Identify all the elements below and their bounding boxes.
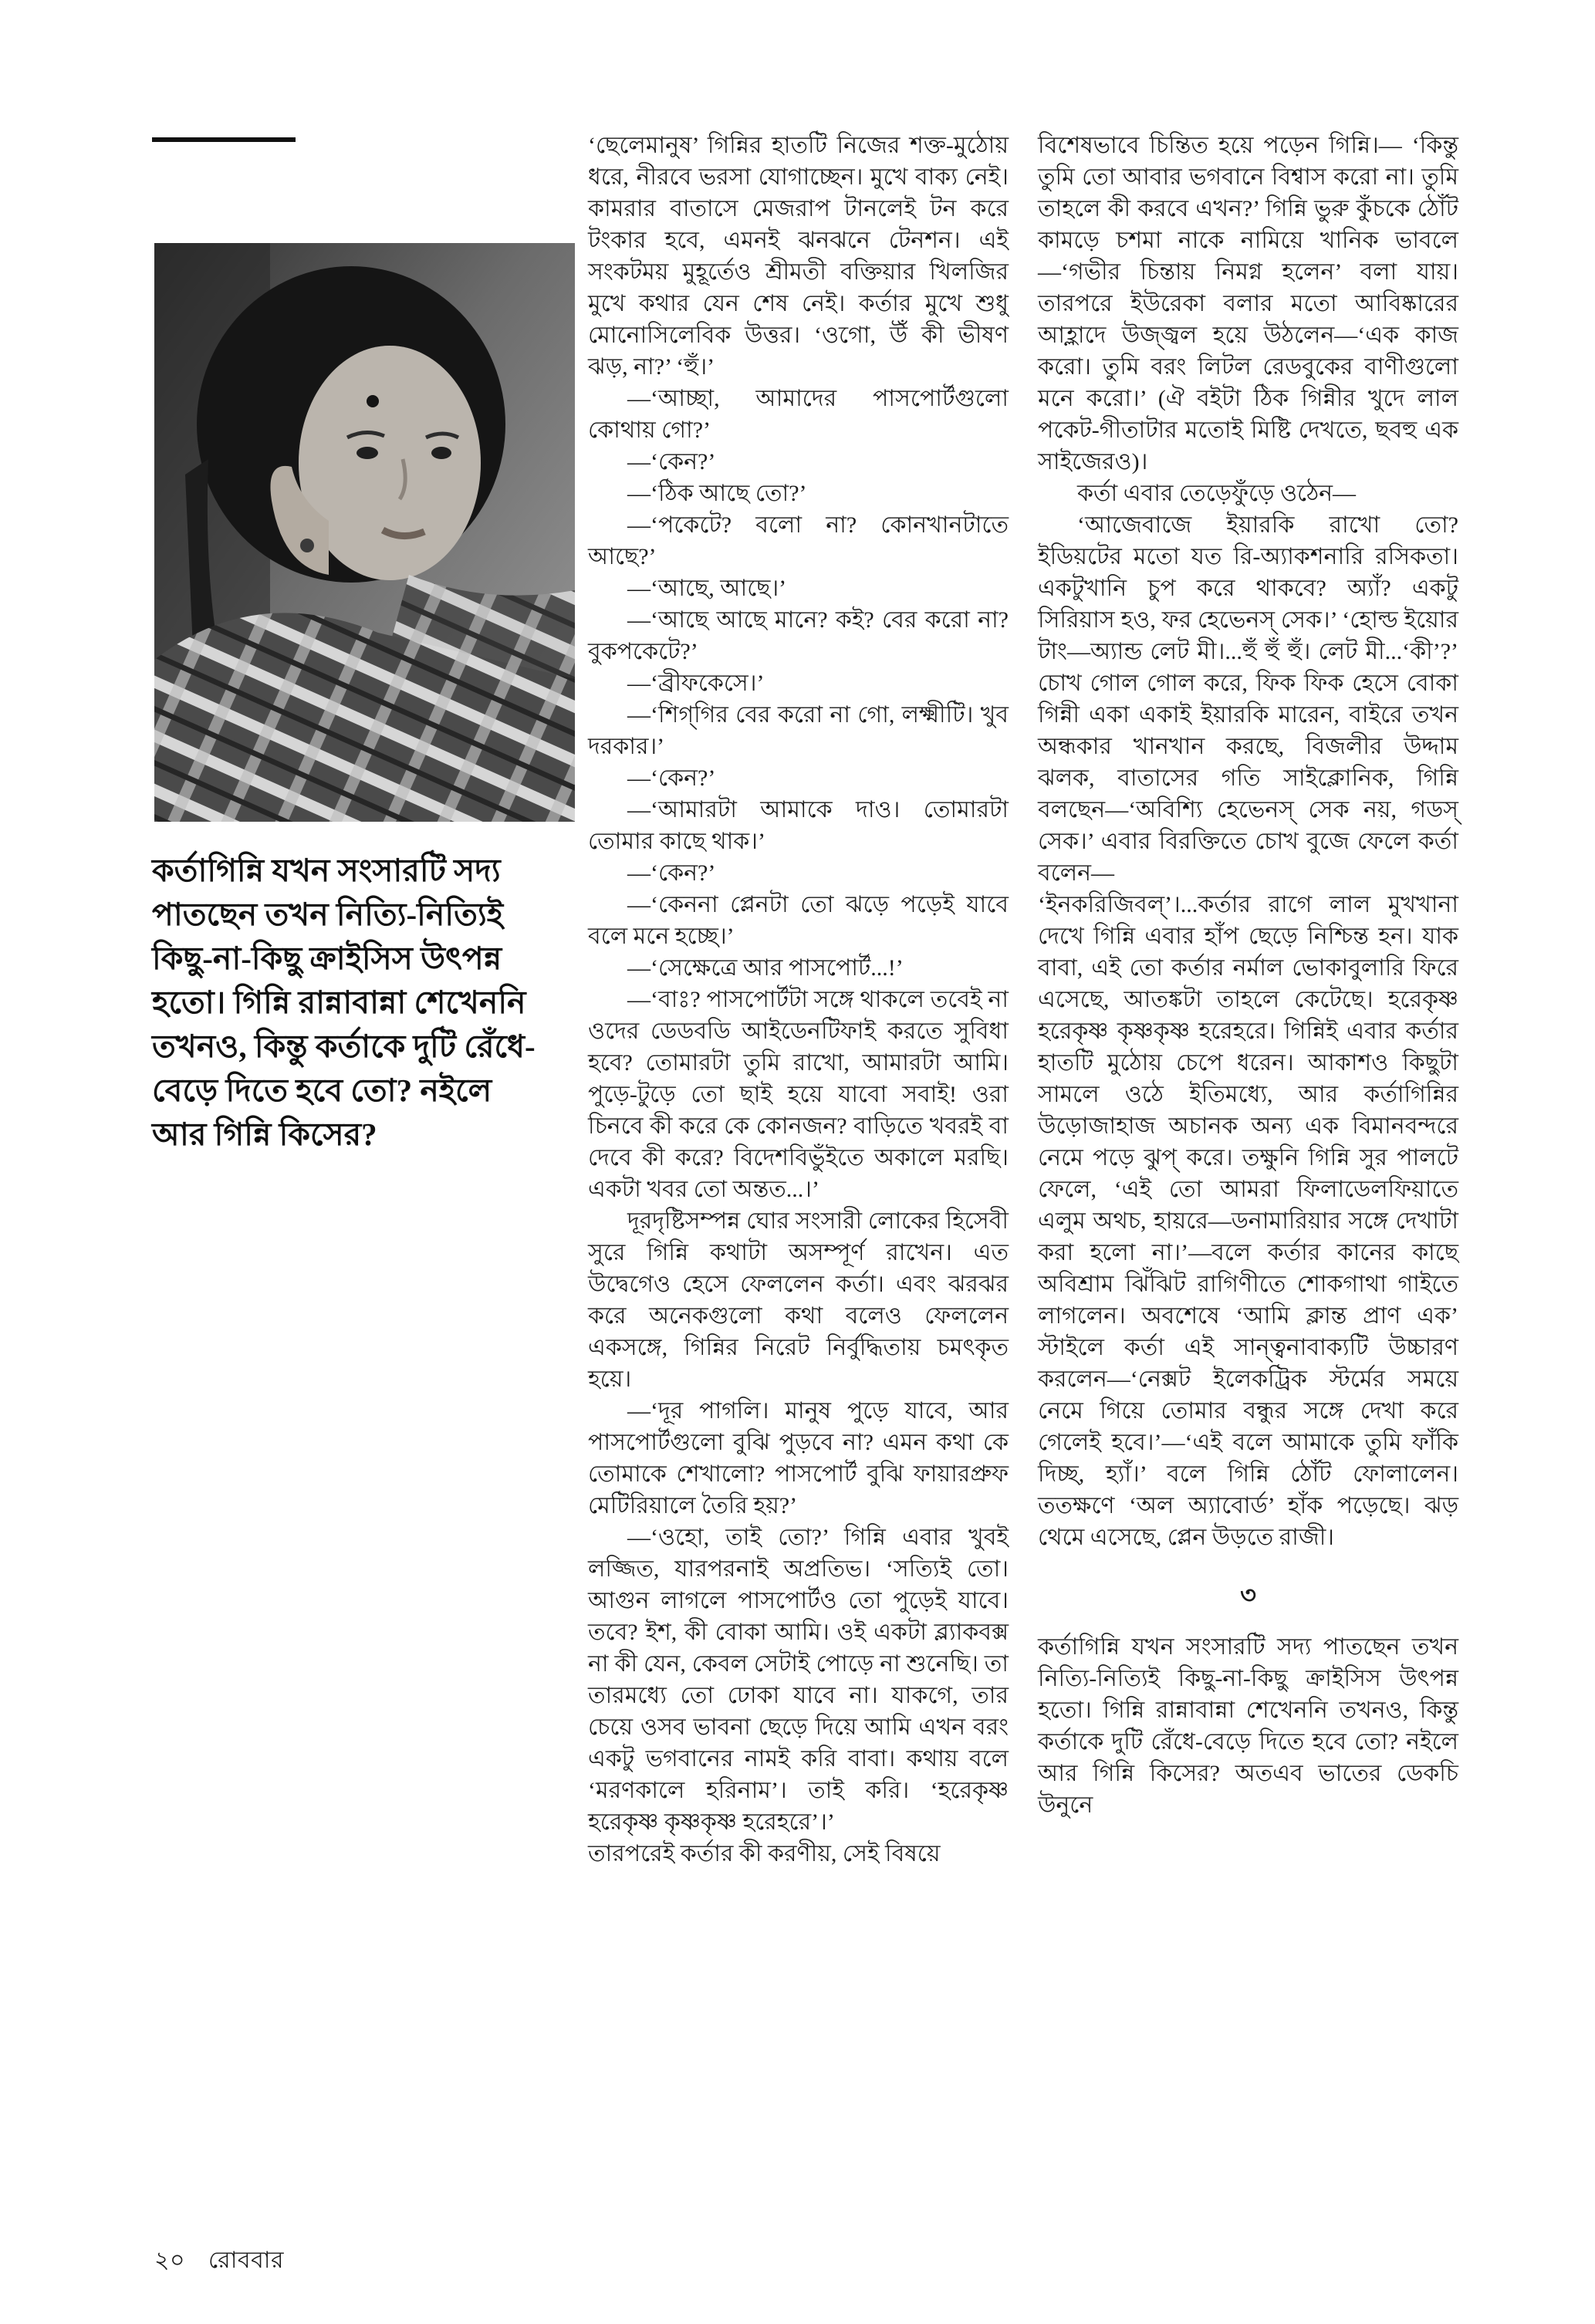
dialog-line: —‘ওহো, তাই তো?’ গিন্নি এবার খুবই লজ্জিত, যারপরনাই অপ্রতিভ। ‘সত্যিই তো। আগুন লাগলে পাসপোর্টও তো পুড়েই যাবে। তবে? ইশ, কী বোকা আমি। ওই একটা ব্ল্যাকবক্স না কী যেন, কেবল সেটাই পোড়ে না শুনেছি। তা তারমধ্যে তো ঢোকা যাবে না। যাকগে, তার চেয়ে ওসব ভাবনা ছেড়ে দিয়ে আমি এখন বরং একটু ভগবানের নামই করি বাবা। কথায় বলে ‘মরণকালে হরিনাম’। তাই করি। ‘হরেকৃষ্ণ হরেকৃষ্ণ কৃষ্ণকৃষ্ণ হরেহরে’।’ (588, 1525, 1009, 1835)
dialog-line: —‘দূর পাগলি। মানুষ পুড়ে যাবে, আর পাসপোর্টগুলো বুঝি পুড়বে না? এমন কথা কে তোমাকে শেখালো? পাসপোর্ট বুঝি ফায়ারপ্রুফ মেটিরিয়ালে তৈরি হয়?’ (588, 1398, 1009, 1518)
paragraph: ‘ইনকরিজিবল্‌’।...কর্তার রাগে লাল মুখখানা দেখে গিন্নি এবার হাঁপ ছেড়ে নিশ্চিন্ত হন। যাক বাবা, এই তো কর্তার নর্মাল ভোকাবুলারি ফিরে এসেছে, আতঙ্কটা তাহলে কেটেছে। হরেকৃষ্ণ হরেকৃষ্ণ কৃষ্ণকৃষ্ণ হরেহরে। গিন্নিই এবার কর্তার হাতটি মুঠোয় চেপে ধরেন। আকাশও কিছুটা সামলে ওঠে ইতিমধ্যে, আর কর্তাগিন্নির উড়োজাহাজ অচানক অন্য এক বিমানবন্দরে নেমে পড়ে ঝুপ্‌ করে। তক্ষুনি গিন্নি সুর পালটে ফেলে, ‘এই তো আমরা ফিলাডেলফিয়াতে এলুম অথচ, হায়রে—ডনামারিয়ার সঙ্গে দেখাটা করা হলো না।’—বলে কর্তার কানের কাছে অবিশ্রাম ঝিঁঝিট রাগিণীতে শোকগাথা গাইতে লাগলেন। অবশেষে ‘আমি ক্লান্ত প্রাণ এক’ স্টাইলে কর্তা এই সান্ত্বনাবাক্যটি উচ্চারণ করলেন—‘নেক্সট ইলেকট্রিক স্টর্মের সময়ে নেমে গিয়ে তোমার বন্ধুর সঙ্গে দেখা করে গেলেই হবে।’—‘এই বলে আমাকে তুমি ফাঁকি দিচ্ছ, হ্যাঁ।’ বলে গিন্নি ঠোঁট ফোলালেন। ততক্ষণে ‘অল অ্যাবোর্ড’ হাঁক পড়েছে। ঝড় থেমে এসেছে, প্লেন উড়তে রাজী। (1038, 892, 1458, 1550)
paragraph: কর্তাগিন্নি যখন সংসারটি সদ্য পাতছেন তখন নিত্যি-নিত্যিই কিছু-না-কিছু ক্রাইসিস উৎপন্ন হতো। গিন্নি রান্নাবান্না শেখেননি তখনও, কিন্তু কর্তাকে দুটি রেঁধে-বেড়ে দিতে হবে তো? নইলে আর গিন্নি কিসের? অতএব ভাতের ডেকচি উনুনে (1038, 1634, 1458, 1818)
dialog-line: —‘ঠিক আছে তো?’ (627, 481, 807, 506)
dialog-line: —‘কেননা প্লেনটা তো ঝড়ে পড়েই যাবে বলে মনে হচ্ছে।’ (588, 892, 1009, 949)
dialog-line: —‘শিগ্‌গির বের করো না গো, লক্ষ্মীটি। খুব দরকার।’ (588, 702, 1009, 759)
portrait-photo (154, 243, 575, 822)
dialog-line: —‘কেন?’ (627, 449, 716, 475)
portrait-photo-graphic (154, 243, 575, 822)
page-number: ২০ (154, 2248, 186, 2273)
paragraph: কর্তা এবার তেড়েফুঁড়ে ওঠেন— (1077, 481, 1357, 506)
section-number: ৩ (1240, 1581, 1256, 1609)
page-footer (154, 2241, 284, 2281)
paragraph: বিশেষভাবে চিন্তিত হয়ে পড়েন গিন্নি।— ‘কিন্তু তুমি তো আবার ভগবানে বিশ্বাস করো না। তুমি তাহলে কী করবে এখন?’ গিন্নি ভুরু কুঁচকে ঠোঁট কামড়ে চশমা নাকে নামিয়ে খানিক ভাবলে—‘গভীর চিন্তায় নিমগ্ন হলেন’ বলা যায়। তারপরে ইউরেকা বলার মতো আবিষ্কারের আহ্লাদে উজ্জ্বল হয়ে উঠলেন—‘এক কাজ করো। তুমি বরং লিটল রেডবুকের বাণীগুলো মনে করো।’ (ঐ বইটা ঠিক গিন্নীর খুদে লাল পকেট-গীতাটার মতোই মিষ্টি দেখতে, ছবহু এক সাইজেরও)। (1038, 133, 1458, 475)
dialog-line: —‘পকেটে? বলো না? কোনখানটাতে আছে?’ (588, 512, 1009, 569)
dialog-line: —‘আমারটা আমাকে দাও। তোমারটা তোমার কাছে থাক।’ (588, 797, 1009, 854)
dialog-line: —‘ব্রীফকেসে।’ (627, 671, 765, 696)
pull-quote: কর্তাগিন্নি যখন সংসারটি সদ্য পাতছেন তখন নিত্যি-নিত্যিই কিছু-না-কিছু ক্রাইসিস উৎপন্ন হতো। গিন্নি রান্নাবান্না শেখেননি তখনও, কিন্তু কর্তাকে দুটি রেঁধে-বেড়ে দিতে হবে তো? নইলে আর গিন্নি কিসের? (152, 853, 536, 1152)
dialog-line: ‘আজেবাজে ইয়ারকি রাখো তো? ইডিয়টের মতো যত রি-অ্যাকশনারি রসিকতা। একটুখানি চুপ করে থাকবে? অ্যাঁ? একটু সিরিয়াস হও, ফর হেভেনস্‌ সেক।’ ‘হোল্ড ইয়োর টাং—অ্যান্ড লেট মী।...হুঁ হুঁ হুঁ। লেট মী...‘কী’?’ চোখ গোল গোল করে, ফিক ফিক হেসে বোকা গিন্নী একা একাই ইয়ারকি মারেন, বাইরে তখন অন্ধকার খানখান করছে, বিজলীর উদ্দাম ঝলক, বাতাসের গতি সাইক্লোনিক, গিন্নি বলছেন—‘অবিশ্যি হেভেনস্‌ সেক নয়, গডস্‌ সেক।’ এবার বিরক্তিতে চোখ বুজে ফেলে কর্তা বলেন— (1038, 512, 1458, 886)
dialog-line: —‘আছে, আছে।’ (627, 576, 787, 601)
dialog-line: —‘সেক্ষেত্রে আর পাসপোর্ট...!’ (627, 955, 904, 981)
paragraph: দূরদৃষ্টিসম্পন্ন ঘোর সংসারী লোকের হিসেবী সুরে গিন্নি কথাটা অসম্পূর্ণ রাখেন। এত উদ্বেগেও হেসে ফেললেন কর্তা। এবং ঝরঝর করে অনেকগুলো কথা বলেও ফেললেন একসঙ্গে, গিন্নির নিরেট নির্বুদ্ধিতায় চমৎকৃত হয়ে। (588, 1208, 1009, 1392)
dialog-line: —‘আচ্ছা, আমাদের পাসপোর্টগুলো কোথায় গো?’ (588, 386, 1009, 443)
article-column-2 (1038, 130, 1458, 1821)
dialog-line: —‘কেন?’ (627, 765, 716, 791)
dialog-line: —‘বাঃ? পাসপোর্টটা সঙ্গে থাকলে তবেই না ওদের ডেডবডি আইডেনটিফাই করতে সুবিধা হবে? তোমারটা তুমি রাখো, আমারটা আমি। পুড়ে-টুড়ে তো ছাই হয়ে যাবো সবাই! ওরা চিনবে কী করে কে কোনজন? বাড়িতে খবরই বা দেবে কী করে? বিদেশবিভুঁইতে অকালে মরছি। একটা খবর তো অন্তত...।’ (588, 987, 1009, 1202)
dialog-line: —‘আছে আছে মানে? কই? বের করো না? বুকপকেটে?’ (588, 607, 1009, 664)
section-rule (152, 137, 296, 142)
dialog-line: —‘কেন?’ (627, 860, 716, 886)
paragraph: ‘ছেলেমানুষ’ গিন্নির হাতটি নিজের শক্ত-মুঠোয় ধরে, নীরবে ভরসা যোগাচ্ছেন। মুখে বাক্য নেই। কামরার বাতাসে মেজরাপ টানলেই টন করে টংকার হবে, এমনই ঝনঝনে টেনশন। এই সংকটময় মুহূর্তেও শ্রীমতী বক্তিয়ার খিলজির মুখে কথার যেন শেষ নেই। কর্তার মুখে শুধু মোনোসিলেবিক উত্তর। ‘ওগো, উঁ কী ভীষণ ঝড়, না?’ ‘হুঁ।’ (588, 133, 1009, 380)
paragraph: তারপরেই কর্তার কী করণীয়, সেই বিষয়ে (588, 1841, 941, 1866)
magazine-name: রোববার (208, 2248, 284, 2273)
article-column-1 (588, 130, 1009, 1870)
